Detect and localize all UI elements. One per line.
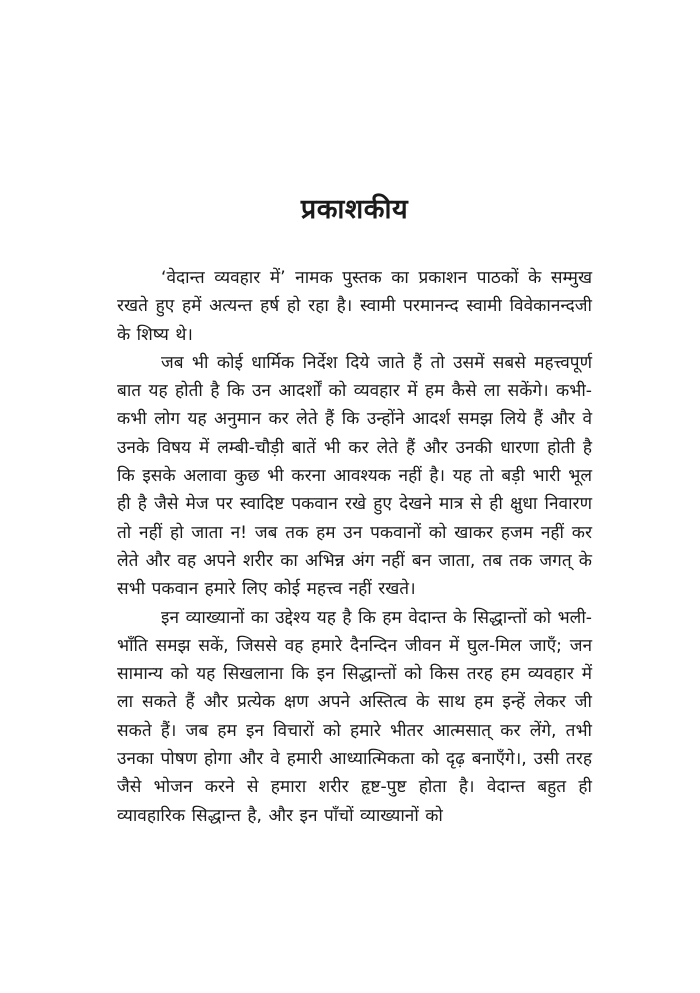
paragraph-1: ‘वेदान्त व्यवहार में’ नामक पुस्तक का प्रकाशन पाठकों के सम्मुख रखते हुए हमें अत्यन्त हर्ष हो रहा है। स्वामी परमानन्द स्वामी विवेकानन्दजी के शिष्य थे। [117, 268, 592, 345]
paragraph-2: जब भी कोई धार्मिक निर्देश दिये जाते हैं तो उसमें सबसे महत्त्वपूर्ण बात यह होती है कि उन आदर्शों को व्यवहार में हम कैसे ला सकेंगे। कभी-कभी लोग यह अनुमान कर लेते हैं कि उन्होंने आदर्श समझ लिये हैं और वे उनके विषय में लम्बी-चौड़ी बातें भी कर लेते हैं और उनकी धारणा होती है कि इसके अलावा कुछ भी करना आवश्यक नहीं है। यह तो बड़ी भारी भूल ही है जैसे मेज पर स्वादिष्ट पकवान रखे हुए देखने मात्र से ही क्षुधा निवारण तो नहीं हो जाता न! जब तक हम उन पकवानों को खाकर हजम नहीं कर लेते और वह अपने शरीर का अभिन्न अंग नहीं बन जाता, तब तक जगत् के सभी पकवान हमारे लिए कोई महत्त्व नहीं रखते। [117, 352, 592, 600]
page-title: प्रकाशकीय [300, 194, 409, 225]
paragraph-3: इन व्याख्यानों का उद्देश्य यह है कि हम वेदान्त के सिद्धान्तों को भली-भाँति समझ सकें, जिससे वह हमारे दैनन्दिन जीवन में घुल-मिल जाएँ; जन सामान्य को यह सिखलाना कि इन सिद्धान्तों को किस तरह हम व्यवहार में ला सकते हैं और प्रत्येक क्षण अपने अस्तित्व के साथ हम इन्हें लेकर जी सकते हैं। जब हम इन विचारों को हमारे भीतर आत्मसात् कर लेंगे, तभी उनका पोषण होगा और वे हमारी आध्यात्मिकता को दृढ़ बनाएँगे।, उसी तरह जैसे भोजन करने से हमारा शरीर हृष्ट-पुष्ट होता है। वेदान्त बहुत ही व्यावहारिक सिद्धान्त है, और इन पाँचों व्याख्यानों को [117, 607, 592, 826]
